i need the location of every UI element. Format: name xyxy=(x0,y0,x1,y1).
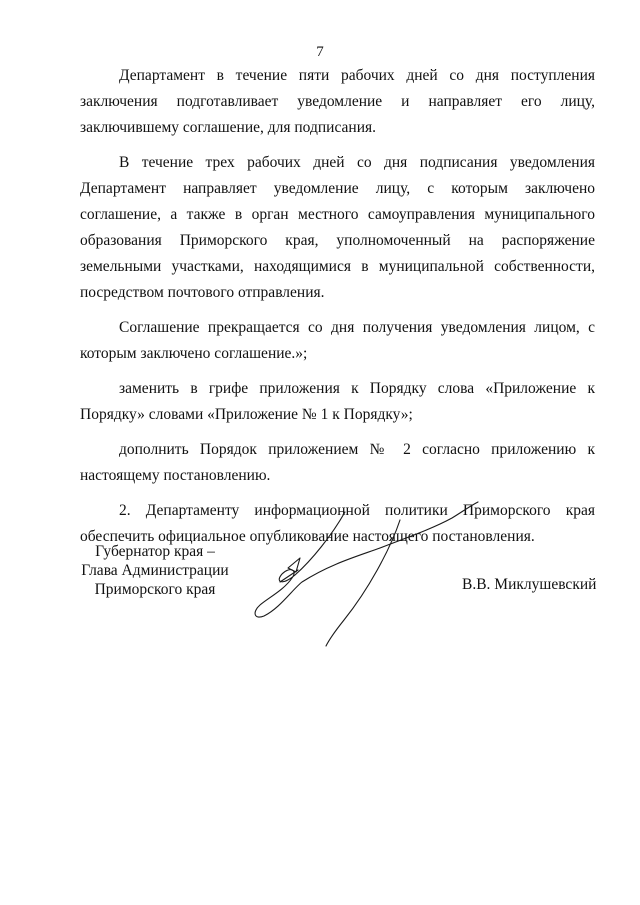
paragraph-replace-heading: заменить в грифе приложения к Порядку слова «Приложение к Порядку» словами «Приложение № 1 к Порядку»; xyxy=(80,380,595,423)
paragraph-publication: 2. Департаменту информационной политики Приморского края обеспечить официальное опубликование настоящего постановления. xyxy=(80,502,595,545)
signatory-title xyxy=(80,542,230,599)
signatory-title-line: Приморского края xyxy=(94,581,216,598)
paragraph-add-appendix: дополнить Порядок приложением № 2 согласно приложению к настоящему постановлению. xyxy=(80,441,595,484)
signatory-title-line: Глава Администрации xyxy=(81,562,229,579)
signatory-name: В.В. Миклушевский xyxy=(462,576,597,593)
paragraph-notification-preparation: Департамент в течение пяти рабочих дней со дня поступления заключения подготавливает уведомление и направляет его лицу, заключившему соглашение, для подписания. xyxy=(80,67,595,136)
document-body xyxy=(80,63,595,559)
signatory-title-line: Губернатор края – xyxy=(95,543,215,560)
page-number: 7 xyxy=(316,44,324,60)
paragraph-notification-sending: В течение трех рабочих дней со дня подписания уведомления Департамент направляет уведомление лицу, с которым заключено соглашение, а также в орган местного самоуправления муниципального образования Приморского края, уполномоченный на распоряжение земельными участками, находящимися в муниципальной собственности, посредством почтового отправления. xyxy=(80,154,595,301)
paragraph-agreement-termination: Соглашение прекращается со дня получения уведомления лицом, с которым заключено соглашение.»; xyxy=(80,319,595,362)
